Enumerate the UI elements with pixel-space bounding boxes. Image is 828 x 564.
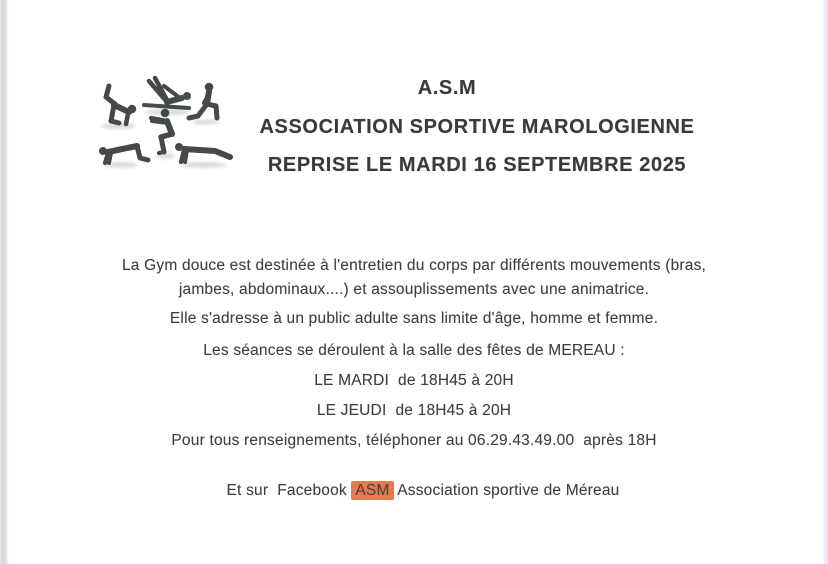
association-title: ASSOCIATION SPORTIVE MAROLOGIENNE bbox=[259, 116, 695, 138]
contact-phone-text: Pour tous renseignements, téléphoner au 06.29.43.49.00 après 18H bbox=[171, 432, 657, 449]
reprise-date-title: REPRISE LE MARDI 16 SEPTEMBRE 2025 bbox=[267, 154, 687, 176]
acronym-title: A.S.M bbox=[417, 77, 477, 99]
facebook-line-prefix: Et sur Facebook bbox=[226, 482, 352, 499]
audience-text: Elle s'adresse à un public adulte sans limite d'âge, homme et femme. bbox=[169, 310, 659, 327]
schedule-tuesday: LE MARDI de 18H45 à 20H bbox=[314, 372, 514, 389]
intro-text-line2: jambes, abdominaux....) et assouplissements avec une animatrice. bbox=[178, 281, 650, 298]
facebook-line-suffix: Association sportive de Méreau bbox=[393, 482, 620, 499]
asm-highlight-badge: ASM bbox=[351, 481, 393, 500]
facebook-line bbox=[0, 461, 828, 521]
intro-text-line1: La Gym douce est destinée à l'entretien du corps par différents mouvements (bras, bbox=[121, 257, 707, 274]
schedule-thursday: LE JEUDI de 18H45 à 20H bbox=[316, 402, 512, 419]
venue-text: Les séances se déroulent à la salle des fêtes de MEREAU : bbox=[203, 342, 625, 359]
